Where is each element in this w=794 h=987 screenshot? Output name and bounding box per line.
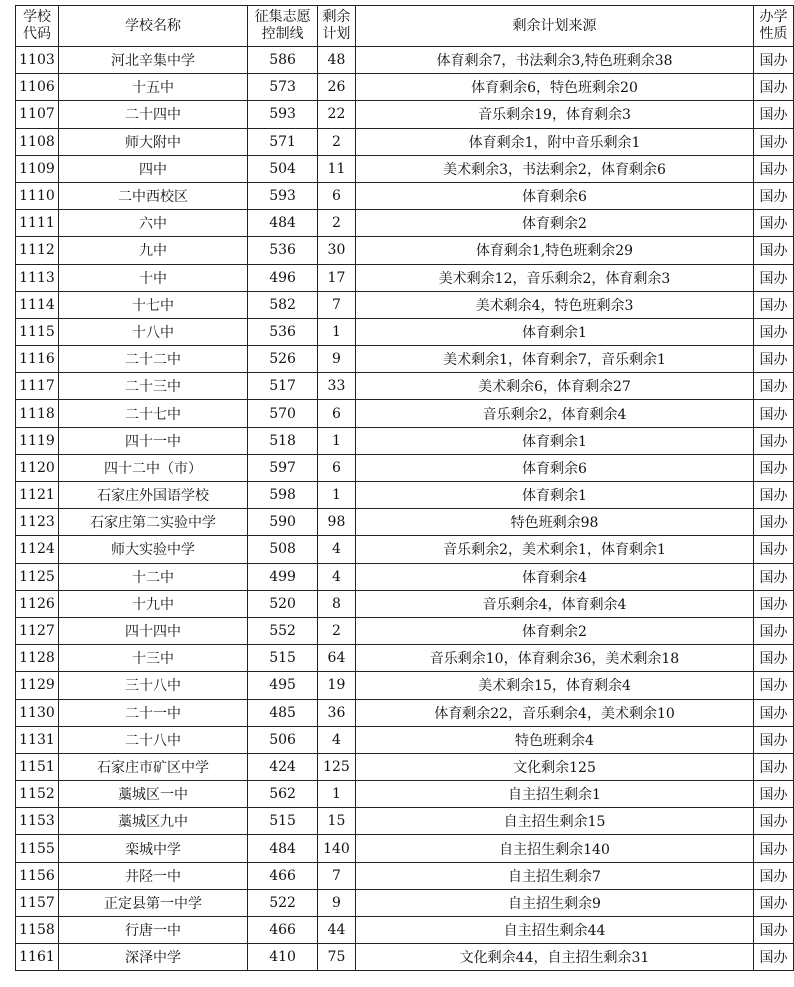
school-nature-cell: 国办 [754,645,794,672]
control-line-cell: 466 [248,917,318,944]
control-line-cell: 484 [248,835,318,862]
school-code-cell: 1161 [16,944,59,971]
plan-source-cell: 自主招生剩余7 [355,862,753,889]
school-name-cell: 二十四中 [58,101,247,128]
school-code-cell: 1129 [16,672,59,699]
remaining-plan-cell: 2 [318,210,356,237]
control-line-cell: 485 [248,699,318,726]
control-line-cell: 586 [248,47,318,74]
school-code-cell: 1121 [16,482,59,509]
school-name-cell: 石家庄外国语学校 [58,482,247,509]
school-name-cell: 井陉一中 [58,862,247,889]
school-name-cell: 二十三中 [58,373,247,400]
school-code-cell: 1151 [16,753,59,780]
header-control-line-line1: 征集志愿 [254,9,311,25]
school-nature-cell: 国办 [754,889,794,916]
plan-source-cell: 体育剩余6，特色班剩余20 [355,74,753,101]
table-row [16,346,794,373]
plan-source-cell: 音乐剩余2，体育剩余4 [355,400,753,427]
header-school-name [58,6,247,47]
school-nature-cell: 国办 [754,590,794,617]
table-row [16,237,794,264]
plan-source-cell: 体育剩余2 [355,210,753,237]
school-name-cell: 九中 [58,237,247,264]
header-school-nature [754,6,794,47]
control-line-cell: 573 [248,74,318,101]
remaining-plan-cell: 75 [318,944,356,971]
remaining-plan-cell: 98 [318,509,356,536]
remaining-plan-cell: 11 [318,155,356,182]
remaining-plan-cell: 44 [318,917,356,944]
table-row [16,373,794,400]
table-row [16,753,794,780]
table-row [16,509,794,536]
control-line-cell: 508 [248,536,318,563]
school-code-cell: 1126 [16,590,59,617]
school-code-cell: 1127 [16,617,59,644]
remaining-plan-cell: 19 [318,672,356,699]
remaining-plan-cell: 140 [318,835,356,862]
control-line-cell: 593 [248,182,318,209]
plan-source-cell: 自主招生剩余1 [355,781,753,808]
school-name-cell: 四十二中（市） [58,454,247,481]
table-row [16,699,794,726]
school-code-cell: 1119 [16,427,59,454]
header-control-line-line2: 控制线 [261,26,304,42]
plan-source-cell: 自主招生剩余9 [355,889,753,916]
control-line-cell: 515 [248,808,318,835]
school-name-cell: 四中 [58,155,247,182]
school-nature-cell: 国办 [754,264,794,291]
table-row [16,563,794,590]
table-row [16,74,794,101]
school-nature-cell: 国办 [754,563,794,590]
remaining-plan-cell: 9 [318,346,356,373]
control-line-cell: 593 [248,101,318,128]
plan-source-cell: 自主招生剩余15 [355,808,753,835]
school-name-cell: 三十八中 [58,672,247,699]
school-name-cell: 四十一中 [58,427,247,454]
table-row [16,427,794,454]
school-name-cell: 十三中 [58,645,247,672]
school-code-cell: 1123 [16,509,59,536]
table-row [16,672,794,699]
school-name-cell: 二中西校区 [58,182,247,209]
school-name-cell: 行唐一中 [58,917,247,944]
school-code-cell: 1152 [16,781,59,808]
table-row [16,47,794,74]
school-nature-cell: 国办 [754,210,794,237]
control-line-cell: 410 [248,944,318,971]
school-name-cell: 石家庄第二实验中学 [58,509,247,536]
school-name-cell: 十五中 [58,74,247,101]
plan-source-cell: 文化剩余44，自主招生剩余31 [355,944,753,971]
school-plan-table [15,5,794,971]
control-line-cell: 570 [248,400,318,427]
school-code-cell: 1106 [16,74,59,101]
school-nature-cell: 国办 [754,753,794,780]
control-line-cell: 424 [248,753,318,780]
control-line-cell: 571 [248,128,318,155]
remaining-plan-cell: 6 [318,182,356,209]
school-code-cell: 1155 [16,835,59,862]
school-nature-cell: 国办 [754,400,794,427]
school-nature-cell: 国办 [754,318,794,345]
plan-source-cell: 特色班剩余98 [355,509,753,536]
school-name-cell: 师大实验中学 [58,536,247,563]
table-row [16,944,794,971]
school-nature-cell: 国办 [754,373,794,400]
school-name-cell: 正定县第一中学 [58,889,247,916]
remaining-plan-cell: 15 [318,808,356,835]
school-name-cell: 石家庄市矿区中学 [58,753,247,780]
school-nature-cell: 国办 [754,617,794,644]
school-code-cell: 1103 [16,47,59,74]
plan-source-cell: 美术剩余15，体育剩余4 [355,672,753,699]
table-row [16,808,794,835]
school-name-cell: 深泽中学 [58,944,247,971]
remaining-plan-cell: 125 [318,753,356,780]
plan-source-cell: 音乐剩余2，美术剩余1，体育剩余1 [355,536,753,563]
control-line-cell: 506 [248,726,318,753]
plan-source-cell: 体育剩余2 [355,617,753,644]
table-row [16,155,794,182]
plan-source-cell: 自主招生剩余140 [355,835,753,862]
control-line-cell: 552 [248,617,318,644]
header-remaining-plan [318,6,356,47]
table-row [16,726,794,753]
remaining-plan-cell: 4 [318,536,356,563]
header-remaining-plan-line1: 剩余 [322,9,351,25]
remaining-plan-cell: 7 [318,291,356,318]
control-line-cell: 597 [248,454,318,481]
control-line-cell: 496 [248,264,318,291]
school-name-cell: 二十八中 [58,726,247,753]
remaining-plan-cell: 1 [318,318,356,345]
control-line-cell: 582 [248,291,318,318]
school-nature-cell: 国办 [754,74,794,101]
control-line-cell: 518 [248,427,318,454]
school-code-cell: 1110 [16,182,59,209]
table-row [16,318,794,345]
control-line-cell: 466 [248,862,318,889]
control-line-cell: 504 [248,155,318,182]
school-code-cell: 1156 [16,862,59,889]
school-code-cell: 1128 [16,645,59,672]
school-nature-cell: 国办 [754,862,794,889]
school-nature-cell: 国办 [754,482,794,509]
plan-source-cell: 特色班剩余4 [355,726,753,753]
table-row [16,400,794,427]
plan-source-cell: 体育剩余4 [355,563,753,590]
table-row [16,210,794,237]
table-row [16,835,794,862]
school-name-cell: 十中 [58,264,247,291]
school-code-cell: 1158 [16,917,59,944]
table-row [16,536,794,563]
school-nature-cell: 国办 [754,536,794,563]
school-nature-cell: 国办 [754,47,794,74]
remaining-plan-cell: 1 [318,781,356,808]
school-code-cell: 1112 [16,237,59,264]
school-name-cell: 栾城中学 [58,835,247,862]
school-nature-cell: 国办 [754,672,794,699]
header-school-name-text: 学校名称 [125,17,182,34]
school-code-cell: 1113 [16,264,59,291]
remaining-plan-cell: 6 [318,400,356,427]
control-line-cell: 515 [248,645,318,672]
plan-source-cell: 体育剩余7，书法剩余3,特色班剩余38 [355,47,753,74]
remaining-plan-cell: 7 [318,862,356,889]
school-nature-cell: 国办 [754,155,794,182]
school-code-cell: 1109 [16,155,59,182]
school-nature-cell: 国办 [754,781,794,808]
school-nature-cell: 国办 [754,808,794,835]
plan-source-cell: 体育剩余1 [355,318,753,345]
table-row [16,128,794,155]
remaining-plan-cell: 4 [318,563,356,590]
school-nature-cell: 国办 [754,291,794,318]
remaining-plan-cell: 6 [318,454,356,481]
school-name-cell: 二十一中 [58,699,247,726]
school-code-cell: 1125 [16,563,59,590]
control-line-cell: 495 [248,672,318,699]
school-name-cell: 二十七中 [58,400,247,427]
school-nature-cell: 国办 [754,835,794,862]
school-code-cell: 1124 [16,536,59,563]
table-row [16,889,794,916]
school-code-cell: 1130 [16,699,59,726]
plan-source-cell: 音乐剩余10，体育剩余36，美术剩余18 [355,645,753,672]
table-row [16,101,794,128]
remaining-plan-cell: 26 [318,74,356,101]
remaining-plan-cell: 2 [318,128,356,155]
header-school-nature-line2: 性质 [759,26,788,42]
school-nature-cell: 国办 [754,237,794,264]
school-name-cell: 河北辛集中学 [58,47,247,74]
school-code-cell: 1116 [16,346,59,373]
control-line-cell: 520 [248,590,318,617]
school-name-cell: 师大附中 [58,128,247,155]
school-code-cell: 1107 [16,101,59,128]
school-name-cell: 藁城区一中 [58,781,247,808]
remaining-plan-cell: 36 [318,699,356,726]
school-code-cell: 1117 [16,373,59,400]
school-code-cell: 1118 [16,400,59,427]
control-line-cell: 536 [248,318,318,345]
plan-source-cell: 体育剩余6 [355,454,753,481]
school-nature-cell: 国办 [754,101,794,128]
header-remaining-plan-line2: 计划 [322,26,351,42]
school-name-cell: 十七中 [58,291,247,318]
school-name-cell: 六中 [58,210,247,237]
school-code-cell: 1115 [16,318,59,345]
school-nature-cell: 国办 [754,944,794,971]
school-code-cell: 1157 [16,889,59,916]
remaining-plan-cell: 2 [318,617,356,644]
header-control-line [248,6,318,47]
table-row [16,291,794,318]
remaining-plan-cell: 22 [318,101,356,128]
remaining-plan-cell: 48 [318,47,356,74]
table-row [16,781,794,808]
header-school-code-line1: 学校 [22,9,51,25]
remaining-plan-cell: 33 [318,373,356,400]
school-nature-cell: 国办 [754,726,794,753]
control-line-cell: 526 [248,346,318,373]
plan-source-cell: 美术剩余3，书法剩余2，体育剩余6 [355,155,753,182]
control-line-cell: 517 [248,373,318,400]
table-row [16,482,794,509]
plan-source-cell: 体育剩余6 [355,182,753,209]
school-code-cell: 1111 [16,210,59,237]
table-row [16,917,794,944]
school-name-cell: 十九中 [58,590,247,617]
school-nature-cell: 国办 [754,454,794,481]
control-line-cell: 598 [248,482,318,509]
school-name-cell: 十二中 [58,563,247,590]
remaining-plan-cell: 4 [318,726,356,753]
school-nature-cell: 国办 [754,917,794,944]
header-school-nature-line1: 办学 [759,9,788,25]
control-line-cell: 499 [248,563,318,590]
remaining-plan-cell: 9 [318,889,356,916]
plan-source-cell: 音乐剩余19，体育剩余3 [355,101,753,128]
header-plan-source [355,6,753,47]
school-name-cell: 十八中 [58,318,247,345]
table-row [16,454,794,481]
control-line-cell: 522 [248,889,318,916]
school-nature-cell: 国办 [754,182,794,209]
plan-source-cell: 体育剩余1，附中音乐剩余1 [355,128,753,155]
remaining-plan-cell: 30 [318,237,356,264]
plan-source-cell: 体育剩余1,特色班剩余29 [355,237,753,264]
header-plan-source-text: 剩余计划来源 [512,17,597,34]
school-name-cell: 二十二中 [58,346,247,373]
school-code-cell: 1131 [16,726,59,753]
school-code-cell: 1120 [16,454,59,481]
school-nature-cell: 国办 [754,346,794,373]
school-name-cell: 藁城区九中 [58,808,247,835]
plan-source-cell: 美术剩余4，特色班剩余3 [355,291,753,318]
remaining-plan-cell: 8 [318,590,356,617]
school-code-cell: 1108 [16,128,59,155]
control-line-cell: 562 [248,781,318,808]
header-row [16,6,794,47]
table-body [16,47,794,971]
remaining-plan-cell: 1 [318,482,356,509]
plan-source-cell: 美术剩余6，体育剩余27 [355,373,753,400]
school-nature-cell: 国办 [754,509,794,536]
table-row [16,590,794,617]
plan-source-cell: 文化剩余125 [355,753,753,780]
plan-source-cell: 自主招生剩余44 [355,917,753,944]
table-row [16,182,794,209]
plan-source-cell: 美术剩余12，音乐剩余2，体育剩余3 [355,264,753,291]
plan-source-cell: 体育剩余1 [355,482,753,509]
remaining-plan-cell: 64 [318,645,356,672]
remaining-plan-cell: 17 [318,264,356,291]
plan-source-cell: 体育剩余22，音乐剩余4，美术剩余10 [355,699,753,726]
plan-source-cell: 美术剩余1，体育剩余7，音乐剩余1 [355,346,753,373]
control-line-cell: 484 [248,210,318,237]
table-row [16,645,794,672]
school-nature-cell: 国办 [754,699,794,726]
control-line-cell: 536 [248,237,318,264]
plan-source-cell: 体育剩余1 [355,427,753,454]
school-code-cell: 1153 [16,808,59,835]
header-school-code [16,6,59,47]
plan-source-cell: 音乐剩余4，体育剩余4 [355,590,753,617]
table-row [16,862,794,889]
school-name-cell: 四十四中 [58,617,247,644]
school-code-cell: 1114 [16,291,59,318]
table-row [16,617,794,644]
control-line-cell: 590 [248,509,318,536]
school-nature-cell: 国办 [754,427,794,454]
table-row [16,264,794,291]
school-nature-cell: 国办 [754,128,794,155]
remaining-plan-cell: 1 [318,427,356,454]
header-school-code-line2: 代码 [22,26,51,42]
